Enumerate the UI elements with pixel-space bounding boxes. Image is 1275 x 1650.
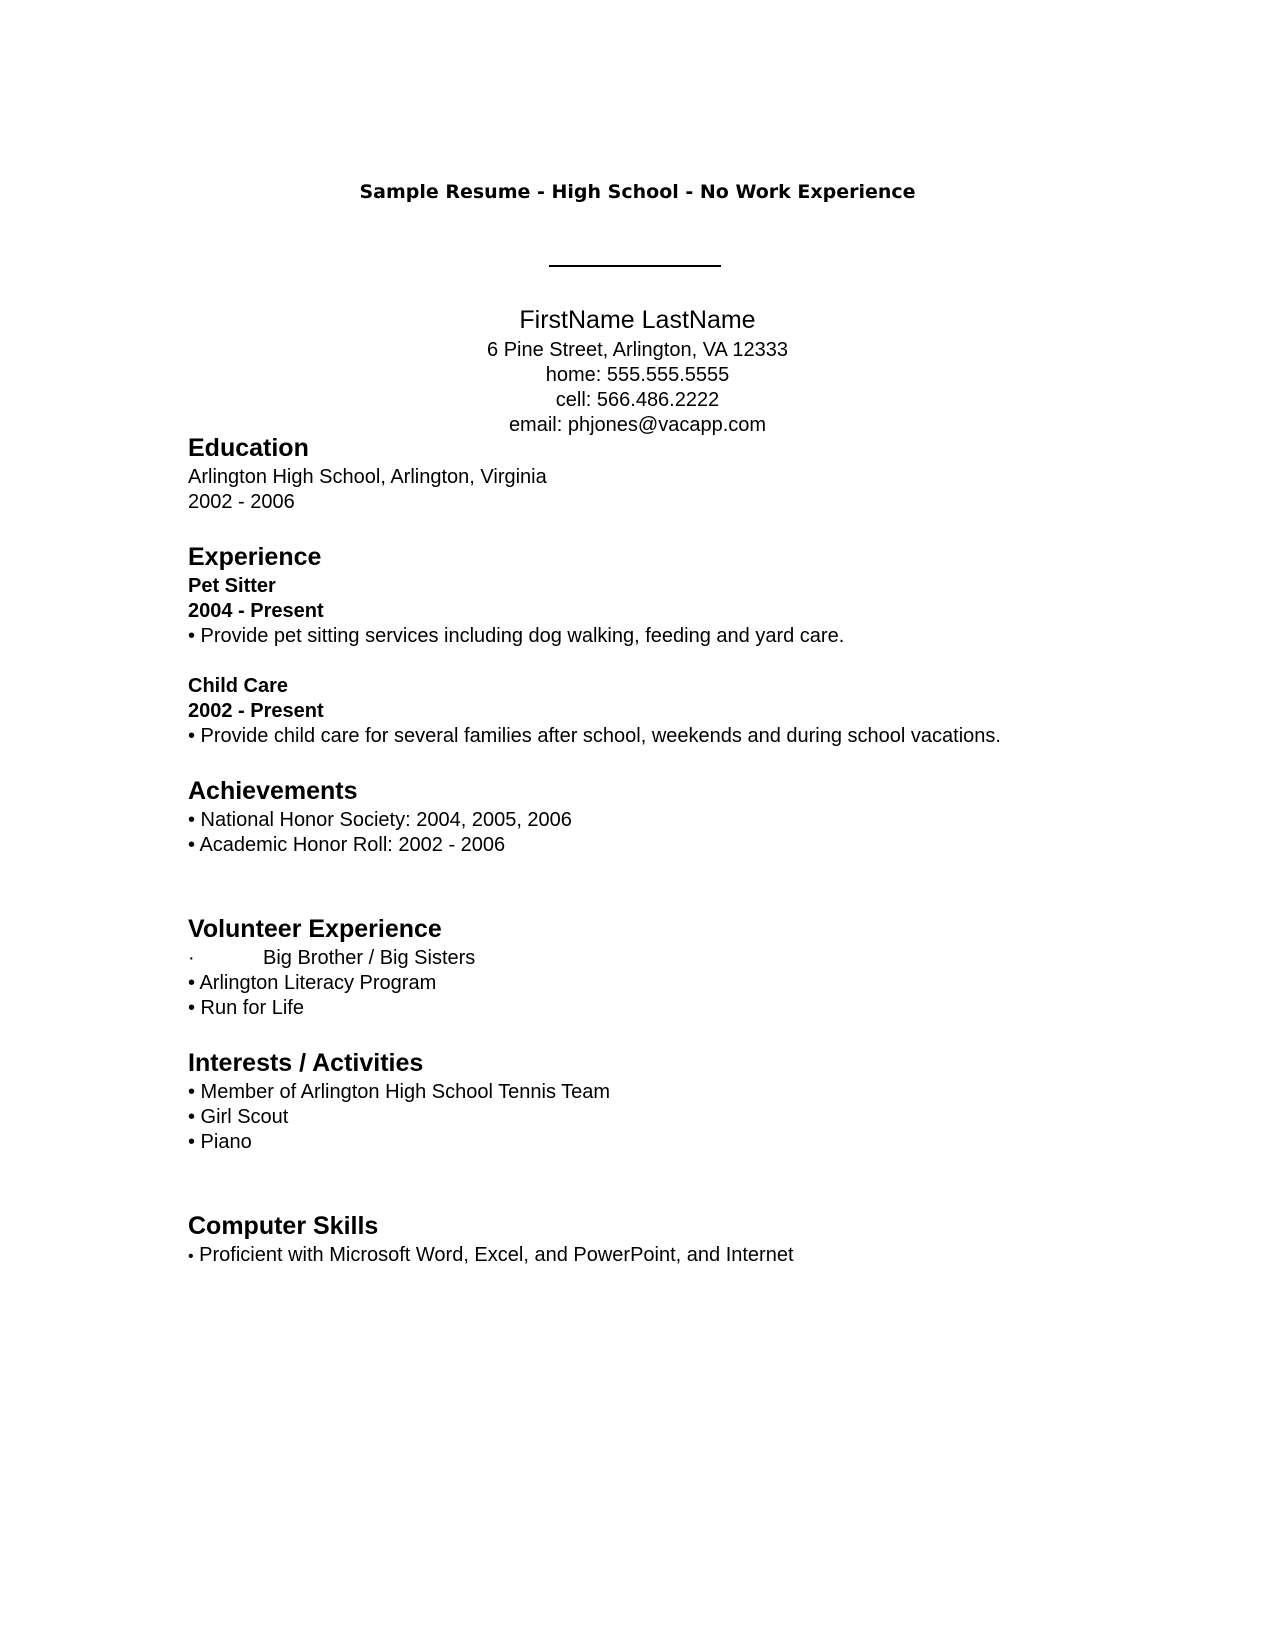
education-section: [188, 431, 1088, 515]
document-title: Sample Resume - High School - No Work Experience: [359, 181, 916, 203]
volunteer-heading: Volunteer Experience: [188, 915, 442, 943]
bullet-icon: •: [188, 1248, 194, 1265]
home-phone: home: 555.555.5555: [545, 364, 730, 386]
job-dates: 2004 - Present: [188, 600, 324, 622]
experience-section: [188, 540, 1088, 749]
achievements-section: [188, 774, 1088, 858]
address-line: 6 Pine Street, Arlington, VA 12333: [487, 339, 788, 361]
list-item: • Academic Honor Roll: 2002 - 2006: [188, 834, 506, 856]
list-item: • National Honor Society: 2004, 2005, 2006: [188, 809, 572, 831]
experience-heading: Experience: [188, 543, 322, 571]
job-detail: • Provide pet sitting services including dog walking, feeding and yard care.: [188, 625, 845, 647]
job-title: Pet Sitter: [188, 575, 276, 597]
bullet-icon: ·: [188, 947, 195, 969]
education-school: Arlington High School, Arlington, Virginia: [188, 466, 547, 488]
list-item: • Piano: [188, 1131, 252, 1153]
job-entry: [188, 574, 1088, 649]
education-heading: Education: [188, 434, 309, 462]
contact-block: [0, 302, 1275, 438]
job-dates: 2002 - Present: [188, 700, 324, 722]
list-item: • Arlington Literacy Program: [188, 972, 437, 994]
volunteer-section: [188, 912, 1088, 1021]
computer-skills-section: [188, 1209, 1088, 1269]
education-years: 2002 - 2006: [188, 491, 295, 513]
list-item-label: Proficient with Microsoft Word, Excel, and PowerPoint, and Internet: [193, 1244, 794, 1266]
list-item: • Girl Scout: [188, 1106, 289, 1128]
computer-skills-heading: Computer Skills: [188, 1212, 379, 1240]
list-item: • Run for Life: [188, 997, 304, 1019]
job-title: Child Care: [188, 675, 289, 697]
job-detail: • Provide child care for several families after school, weekends and during school vacations.: [188, 725, 1001, 747]
applicant-name: FirstName LastName: [519, 306, 756, 334]
cell-phone: cell: 566.486.2222: [555, 389, 720, 411]
interests-section: [188, 1046, 1088, 1155]
email-address: email: phjones@vacapp.com: [508, 414, 767, 436]
job-entry: [188, 674, 1088, 749]
interests-heading: Interests / Activities: [188, 1049, 424, 1077]
list-item: • Member of Arlington High School Tennis Team: [188, 1081, 611, 1103]
list-item: [188, 1243, 1088, 1269]
list-item-label: Big Brother / Big Sisters: [263, 947, 476, 969]
achievements-heading: Achievements: [188, 777, 358, 805]
title-divider: [549, 265, 721, 267]
resume-body: [188, 431, 1088, 1269]
list-item: [188, 946, 1088, 971]
